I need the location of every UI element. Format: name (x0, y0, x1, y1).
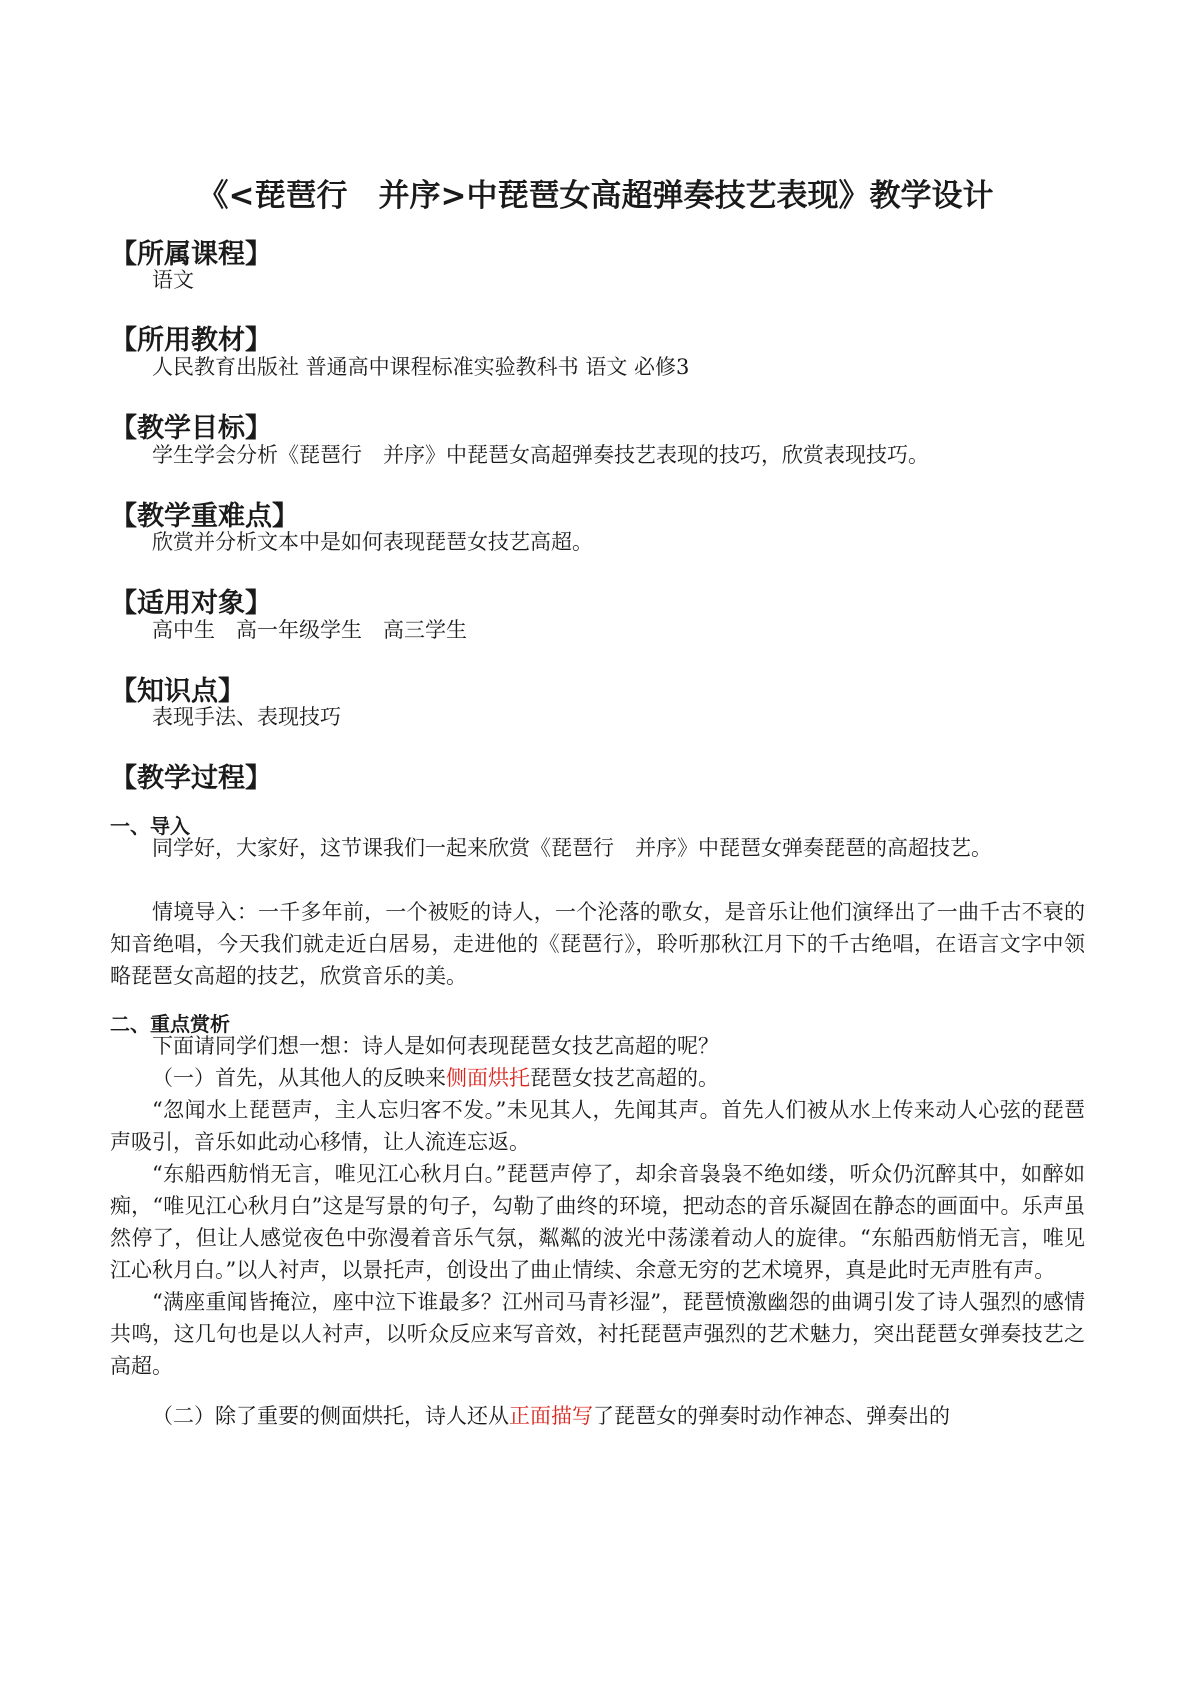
section-heading-course: 【所属课程】 (110, 239, 272, 270)
analysis-paragraph-side-foil (110, 1062, 1085, 1094)
side-foil-highlight: 侧面烘托 (446, 1066, 530, 1090)
analysis-paragraph-5: “满座重闻皆掩泣，座中泣下谁最多？江州司马青衫湿”，琵琶愤激幽怨的曲调引发了诗人强烈的感情共鸣，这几句也是以人衬声，以听众反应来写音效，衬托琵琶声强烈的艺术魅力，突出琵琶女弹奏技艺之高超。 (110, 1290, 1085, 1378)
section-content-key-points: 欣赏并分析文本中是如何表现琵琶女技艺高超。 (152, 530, 593, 554)
analysis-paragraph-4: “东船西舫悄无言，唯见江心秋月白。”琵琶声停了，却余音袅袅不绝如缕，听众仍沉醉其中，如醉如痴，“唯见江心秋月白”这是写景的句子，勾勒了曲终的环境，把动态的音乐凝固在静态的画面中。乐声虽然停了，但让人感觉夜色中弥漫着音乐气氛，粼粼的波光中荡漾着动人的旋律。“东船西舫悄无言，唯见江心秋月白。”以人衬声，以景托声，创设出了曲止情续、余意无穷的艺术境界，真是此时无声胜有声。 (110, 1162, 1085, 1282)
section-content-knowledge: 表现手法、表现技巧 (152, 705, 341, 729)
direct-highlight: 正面描写 (509, 1404, 593, 1428)
side-foil-tail: 琵琶女技艺高超的。 (530, 1066, 719, 1090)
section-content-textbook: 人民教育出版社 普通高中课程标准实验教科书 语文 必修3 (152, 355, 690, 379)
section-heading-textbook: 【所用教材】 (110, 325, 272, 356)
section-heading-key-points: 【教学重难点】 (110, 501, 299, 532)
section-content-objective: 学生学会分析《琵琶行 并序》中琵琶女高超弹奏技艺表现的技巧，欣赏表现技巧。 (152, 443, 929, 467)
part-heading-intro: 一、导入 (110, 814, 190, 838)
intro-paragraph-2: 情境导入：一千多年前，一个被贬的诗人，一个沦落的歌女，是音乐让他们演绎出了一曲千古不衰的知音绝唱，今天我们就走近白居易，走进他的《琵琶行》，聆听那秋江月下的千古绝唱，在语言文字中领略琵琶女高超的技艺，欣赏音乐的美。 (110, 900, 1085, 988)
section-heading-knowledge: 【知识点】 (110, 676, 245, 707)
intro-paragraph-1: 同学好，大家好，这节课我们一起来欣赏《琵琶行 并序》中琵琶女弹奏琵琶的高超技艺。 (152, 836, 992, 860)
section-heading-audience: 【适用对象】 (110, 588, 272, 619)
part-heading-analysis: 二、重点赏析 (110, 1012, 230, 1036)
analysis-paragraph-question: 下面请同学们想一想：诗人是如何表现琵琶女技艺高超的呢？ (152, 1034, 719, 1058)
side-foil-lead: （一）首先，从其他人的反映来 (152, 1066, 446, 1090)
section-heading-process: 【教学过程】 (110, 763, 272, 794)
analysis-paragraph-3: “忽闻水上琵琶声，主人忘归客不发。”未见其人，先闻其声。首先人们被从水上传来动人心弦的琵琶声吸引，音乐如此动心移情，让人流连忘返。 (110, 1098, 1085, 1154)
section-content-audience: 高中生 高一年级学生 高三学生 (152, 618, 467, 642)
section-heading-objective: 【教学目标】 (110, 413, 272, 444)
section-content-course: 语文 (152, 268, 194, 292)
direct-lead: （二）除了重要的侧面烘托，诗人还从 (152, 1404, 509, 1428)
direct-tail: 了琵琶女的弹奏时动作神态、弹奏出的 (593, 1404, 950, 1428)
document-title: 《<琵琶行 并序>中琵琶女高超弹奏技艺表现》教学设计 (197, 178, 994, 214)
analysis-paragraph-direct (110, 1400, 1085, 1432)
